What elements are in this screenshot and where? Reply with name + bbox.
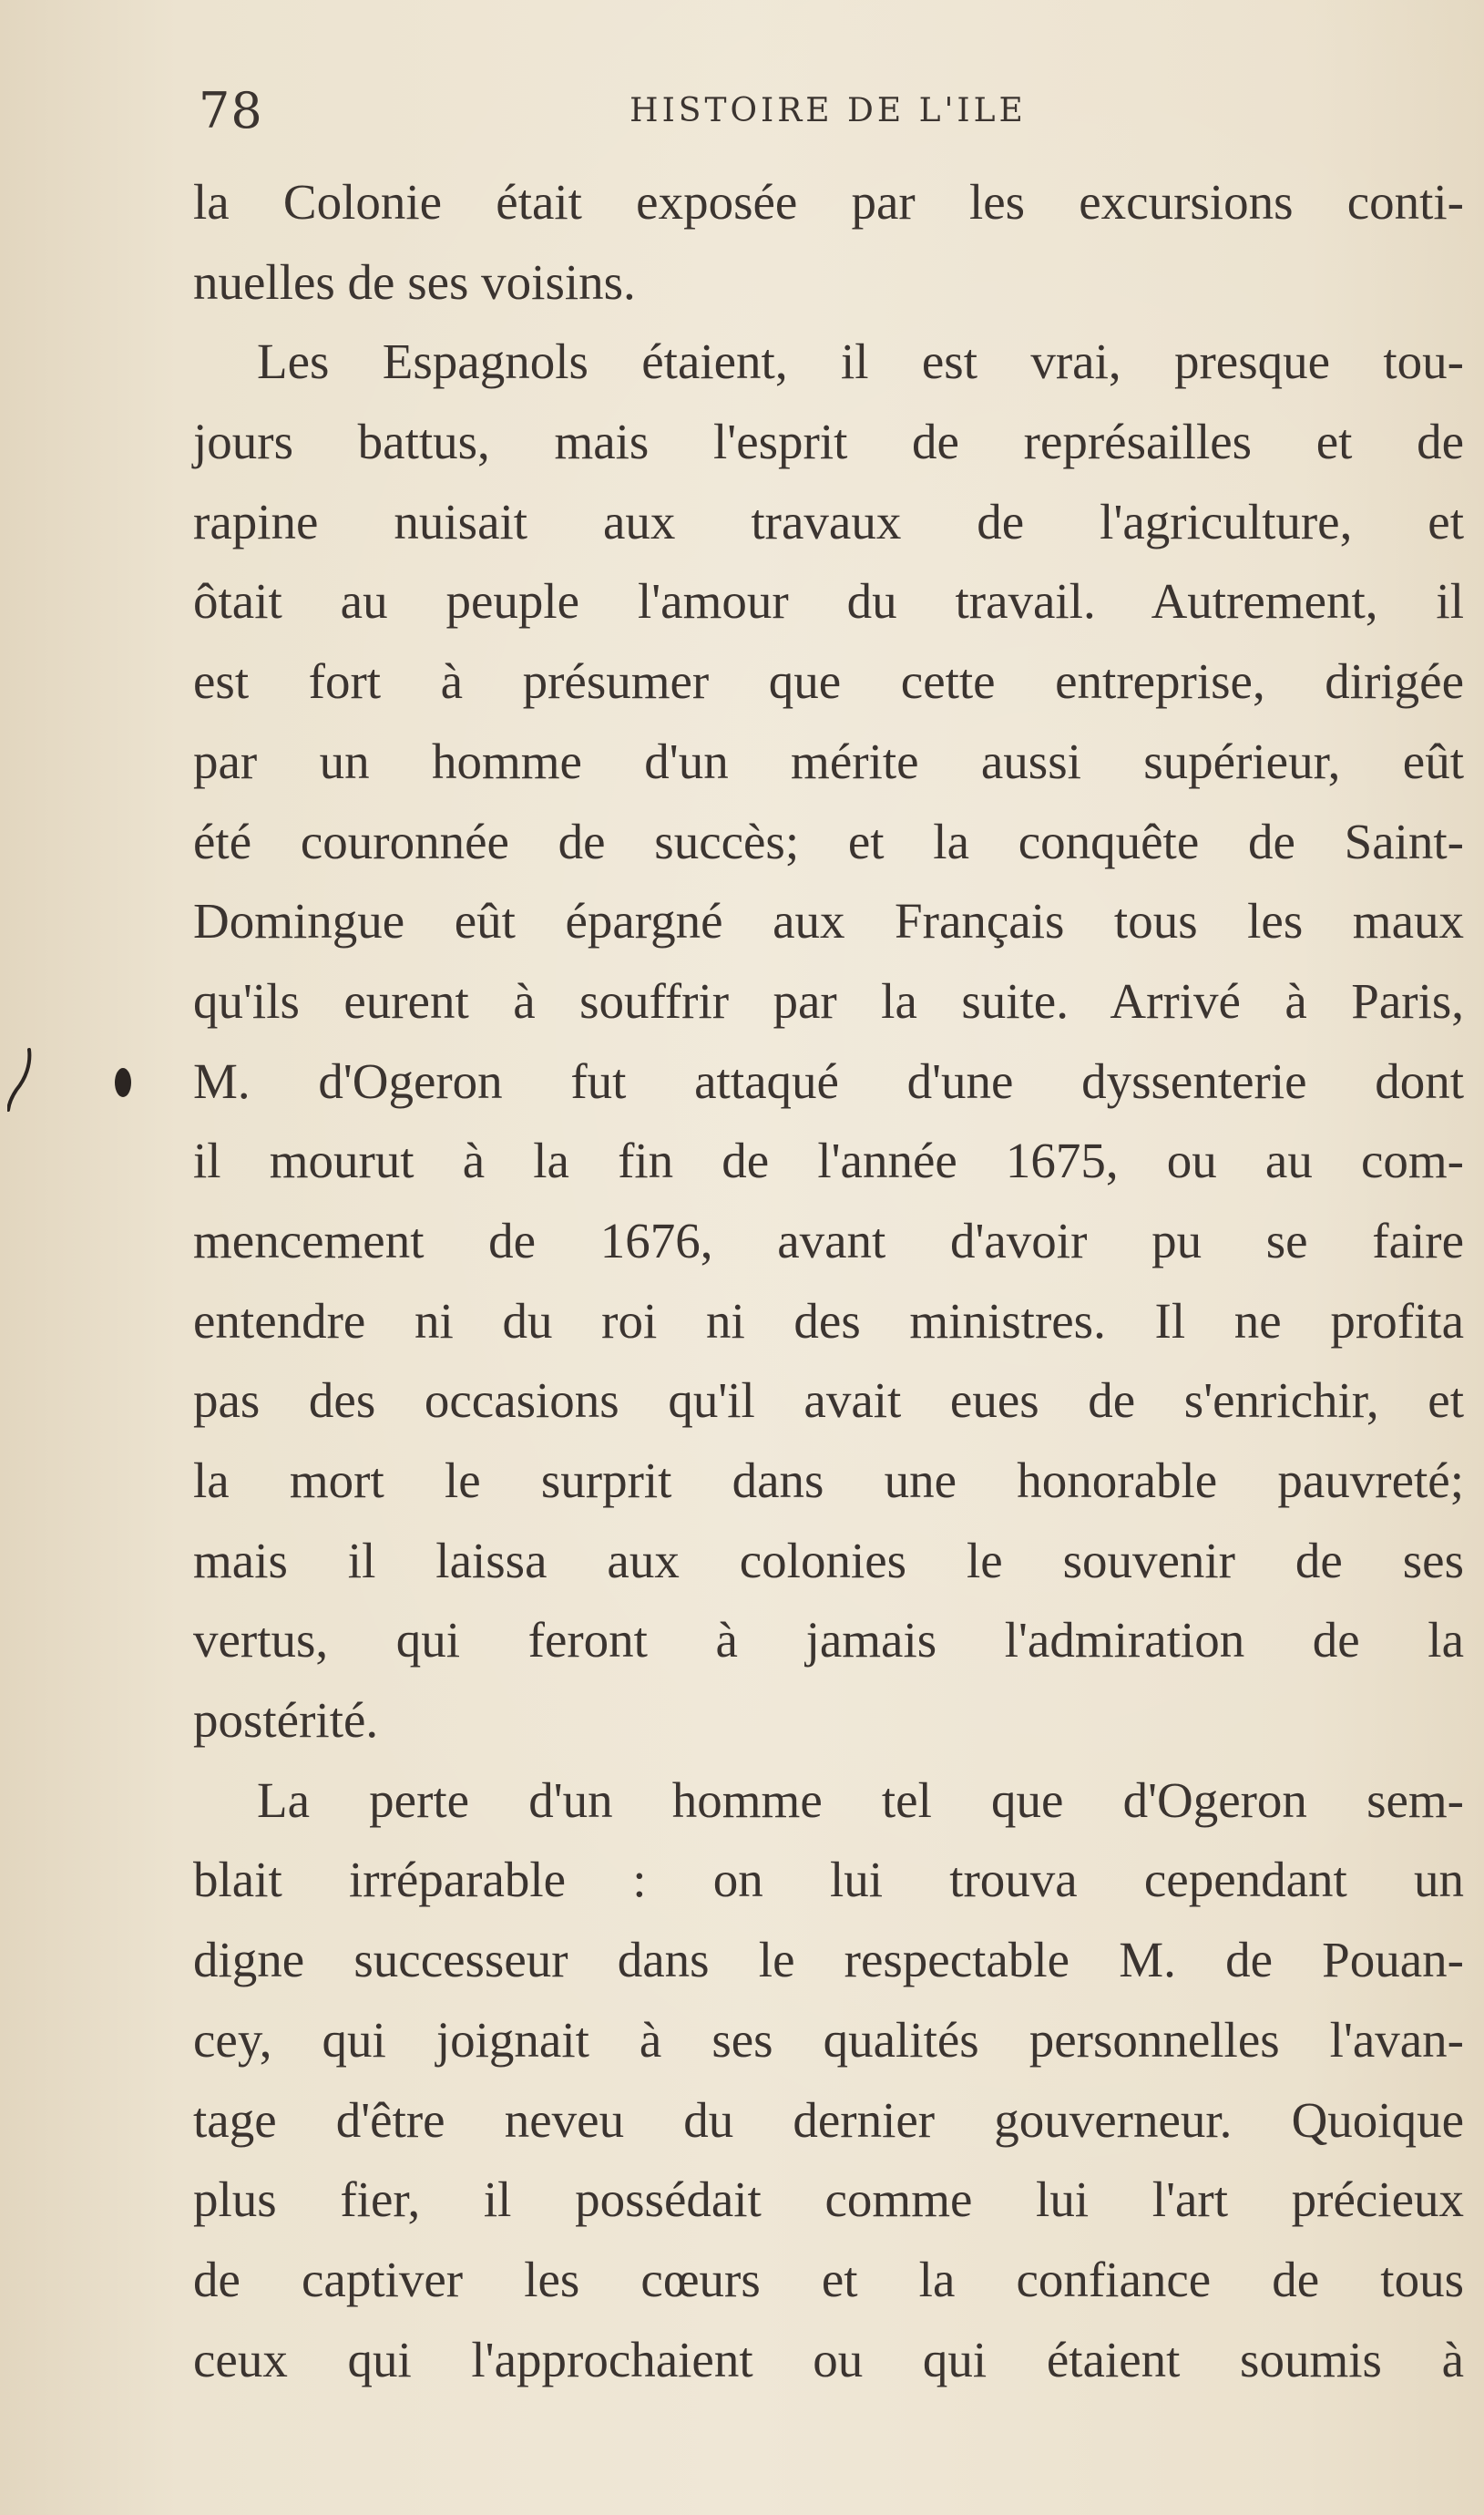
text-line: postérité.: [193, 1692, 379, 1749]
text-line: ôtait au peuple l'amour du travail. Autrement, il: [193, 573, 1464, 630]
text-line: mais il laissa aux colonies le souvenir de ses: [193, 1532, 1464, 1588]
bullet-mark-icon: [115, 1068, 131, 1097]
text-line: été couronnée de succès; et la conquête de Saint-: [193, 813, 1464, 869]
text-line: plus fier, il possédait comme lui l'art précieux: [193, 2171, 1464, 2228]
text-line: tage d'être neveu du dernier gouverneur. Quoique: [193, 2091, 1464, 2148]
text-line: jours battus, mais l'esprit de représailles et de: [193, 414, 1464, 470]
page-number: 78: [199, 82, 263, 139]
margin-mark-icon: [7, 1048, 35, 1112]
text-line: mencement de 1676, avant d'avoir pu se faire: [193, 1212, 1464, 1268]
text-line: pas des occasions qu'il avait eues de s'enrichir, et: [193, 1372, 1464, 1429]
text-line: digne successeur dans le respectable M. de Pouan-: [193, 1932, 1464, 1988]
text-line: Les Espagnols étaient, il est vrai, presque tou-: [257, 334, 1464, 390]
text-line: de captiver les cœurs et la confiance de tous: [193, 2251, 1464, 2307]
text-line: M. d'Ogeron fut attaqué d'une dyssenterie dont: [193, 1052, 1464, 1109]
text-line: ceux qui l'approchaient ou qui étaient soumis à: [193, 2331, 1464, 2387]
text-line: qu'ils eurent à souffrir par la suite. Arrivé à Paris,: [193, 972, 1464, 1029]
text-line: la mort le surprit dans une honorable pauvreté;: [193, 1453, 1464, 1508]
text-line: est fort à présumer que cette entreprise, dirigée: [193, 653, 1464, 710]
text-line: cey, qui joignait à ses qualités personnelles l'avan-: [193, 2011, 1464, 2068]
text-line: nuelles de ses voisins.: [193, 253, 636, 310]
text-line: Domingue eût épargné aux Français tous les maux: [193, 893, 1464, 950]
text-line: il mourut à la fin de l'année 1675, ou au com-: [193, 1133, 1464, 1189]
text-line: blait irréparable : on lui trouva cependant un: [193, 1852, 1464, 1908]
page-header: [199, 75, 1458, 148]
text-line: vertus, qui feront à jamais l'admiration de la: [193, 1612, 1464, 1668]
text-line: rapine nuisait aux travaux de l'agriculture, et: [193, 493, 1464, 549]
text-line: entendre ni du roi ni des ministres. Il ne profita: [193, 1292, 1464, 1349]
running-title: HISTOIRE DE L'ILE: [629, 92, 1027, 129]
text-line: par un homme d'un mérite aussi supérieur, eût: [193, 733, 1464, 789]
text-line: la Colonie était exposée par les excursions conti-: [193, 174, 1464, 230]
text-line: La perte d'un homme tel que d'Ogeron sem-: [257, 1771, 1464, 1828]
body-text: [193, 162, 1464, 2399]
